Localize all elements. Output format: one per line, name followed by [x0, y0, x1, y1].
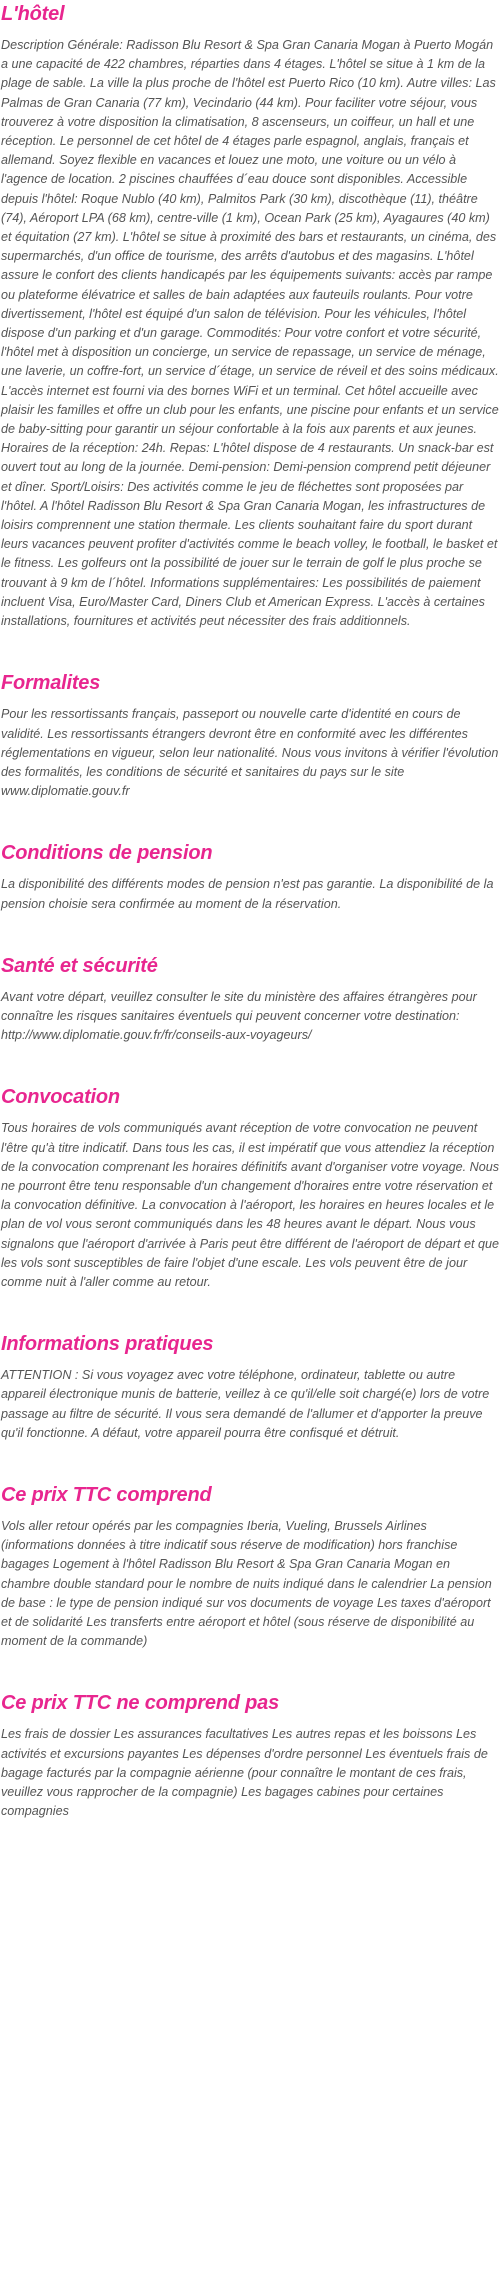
section-title-sante: Santé et sécurité — [1, 954, 158, 977]
section-body-sante: Avant votre départ, veuillez consulter le site du ministère des affaires étrangères pour connaître les risques sanitaires éventuels qui peuvent concerner votre destination: http://www.diplomatie.gouv.fr/fr/conseils-aux-voyageurs/ — [1, 989, 477, 1043]
section-hotel — [1, 2, 500, 631]
section-pension — [1, 841, 500, 913]
section-infos-pratiques — [1, 1332, 500, 1443]
section-title-prix-comprend: Ce prix TTC comprend — [1, 1483, 212, 1506]
section-title-pension: Conditions de pension — [1, 842, 213, 865]
section-body-prix-comprend: Vols aller retour opérés par les compagnies Iberia, Vueling, Brussels Airlines (informations données à titre indicatif sous réserve de modification) hors franchise bagages Logement à l'hôtel Radisson Blu Resort & Spa Gran Canaria Mogan en chambre double standard pour le nombre de nuits indiqué dans le calendrier La pension de base : le type de pension indiqué sur vos documents de voyage Les taxes d'aéroport et de solidarité Les transferts entre aéroport et hôtel (sous réserve de disponibilité au moment de la commande) — [1, 1518, 492, 1649]
section-body-hotel: Description Générale: Radisson Blu Resort & Spa Gran Canaria Mogan à Puerto Mogán a une capacité de 422 chambres, réparties dans 4 étages. L'hôtel se situe à 1 km de la plage de sable. La ville la plus proche de l'hôtel est Puerto Rico (10 km). Autre villes: Las Palmas de Gran Canaria (77 km), Vecindario (44 km). Pour faciliter votre séjour, vous trouverez à votre disposition la climatisation, 8 ascenseurs, un coiffeur, un hall et une réception. Le personnel de cet hôtel de 4 étages parle espagnol, anglais, français et allemand. Soyez flexible en vacances et louez une moto, une voiture ou un vélo à l'agence de location. 2 piscines chauffées d´eau douce sont disponibles. Accessible depuis l'hôtel: Roque Nublo (40 km), Palmitos Park (30 km), discothèque (11), théâtre (74), Aéroport LPA (68 km), centre-ville (1 km), Ocean Park (25 km), Ayagaures (40 km) et équitation (27 km). L'hôtel se situe à proximité des bars et restaurants, un cinéma, des supermarchés, d'un office de tourisme, des arrêts d'autobus et des magasins. L'hôtel assure le confort des clients handicapés par les équipements suivants: accès par rampe ou plateforme élévatrice et salles de bain adaptées aux fauteuils roulants. Pour votre divertissement, l'hôtel est équipé d'un salon de télévision. Pour les véhicules, l'hôtel dispose d'un parking et d'un garage. Commodités: Pour votre confort et votre sécurité, l'hôtel met à disposition un concierge, un service de repassage, un service de ménage, une laverie, un coffre-fort, un service d´étage, un service de réveil et des soins médicaux. L'accès internet est fourni via des bornes WiFi et un terminal. Cet hôtel accueille avec plaisir les familles et offre un club pour les enfants, une piscine pour enfants et un service de baby-sitting pour garantir un séjour confortable à la fois aux parents et aux jeunes. Horaires de la réception: 24h. Repas: L'hôtel dispose de 4 restaurants. Un snack-bar est ouvert tout au long de la journée. Demi-pension: Demi-pension comprend petit déjeuner et dîner. Sport/Loisirs: Des activités comme le jeu de fléchettes sont proposées par l'hôtel. A l'hôtel Radisson Blu Resort & Spa Gran Canaria Mogan, les infrastructures de loisirs comprennent une station thermale. Les clients souhaitant faire du sport durant leurs vacances peuvent profiter d'activités comme le beach volley, le football, le basket et le fitness. Les golfeurs ont la possibilité de jouer sur le terrain de golf le plus proche se trouvant à 9 km de l´hôtel. Informations supplémentaires: Les possibilités de paiement incluent Visa, Euro/Master Card, Diners Club et American Express. L'accès à certaines installations, fournitures et activités peut nécessiter des frais additionnels. — [1, 38, 499, 629]
section-title-prix-ne-comprend-pas: Ce prix TTC ne comprend pas — [1, 1692, 279, 1715]
section-formalites — [1, 671, 500, 801]
section-convocation — [1, 1085, 500, 1292]
section-title-infos-pratiques: Informations pratiques — [1, 1333, 214, 1356]
section-prix-comprend — [1, 1483, 500, 1651]
section-body-prix-ne-comprend-pas: Les frais de dossier Les assurances facultatives Les autres repas et les boissons Les activités et excursions payantes Les dépenses d'ordre personnel Les éventuels frais de bagage facturés par la compagnie aérienne (pour connaître le montant de ces frais, veuillez vous rapprocher de la compagnie) Les bagages cabines pour certaines compagnies — [1, 1727, 488, 1819]
section-title-convocation: Convocation — [1, 1086, 120, 1109]
section-title-hotel: L'hôtel — [1, 3, 65, 25]
section-body-formalites: Pour les ressortissants français, passeport ou nouvelle carte d'identité en cours de validité. Les ressortissants étrangers devront être en conformité avec les différentes réglementations en vigueur, selon leur nationalité. Nous vous invitons à vérifier l'évolution des formalités, les conditions de sécurité et sanitaires du pays sur le site www.diplomatie.gouv.fr — [1, 707, 499, 799]
product-info-page — [0, 2, 500, 1821]
section-body-convocation: Tous horaires de vols communiqués avant réception de votre convocation ne peuvent l'être qu'à titre indicatif. Dans tous les cas, il est impératif que vous attendiez la réception de la convocation comprenant les horaires définitifs avant d'organiser votre voyage. Nous ne pourront être tenu responsable d'un changement d'horaires entre votre réservation et la convocation définitive. La convocation à l'aéroport, les horaires en heures locales et le plan de vol vous seront communiqués dans les 48 heures avant le départ. Nous vous signalons que l'aéroport d'arrivée à Paris peut être différent de l'aéroport de départ et que les vols sont susceptibles de faire l'objet d'une escale. Les vols peuvent être de jour comme nuit à l'aller comme au retour. — [1, 1121, 500, 1289]
section-prix-ne-comprend-pas — [1, 1691, 500, 1821]
section-sante — [1, 954, 500, 1046]
section-body-pension: La disponibilité des différents modes de pension n'est pas garantie. La disponibilité de la pension choisie sera confirmée au moment de la réservation. — [1, 877, 494, 911]
section-title-formalites: Formalites — [1, 672, 101, 695]
section-body-infos-pratiques: ATTENTION : Si vous voyagez avec votre téléphone, ordinateur, tablette ou autre appareil électronique munis de batterie, veillez à ce qu'il/elle soit chargé(e) lors de votre passage au filtre de sécurité. Il vous sera demandé de l'allumer et d'apporter la preuve qu'il fonctionne. A défaut, votre appareil pourra être confisqué et détruit. — [1, 1368, 490, 1440]
